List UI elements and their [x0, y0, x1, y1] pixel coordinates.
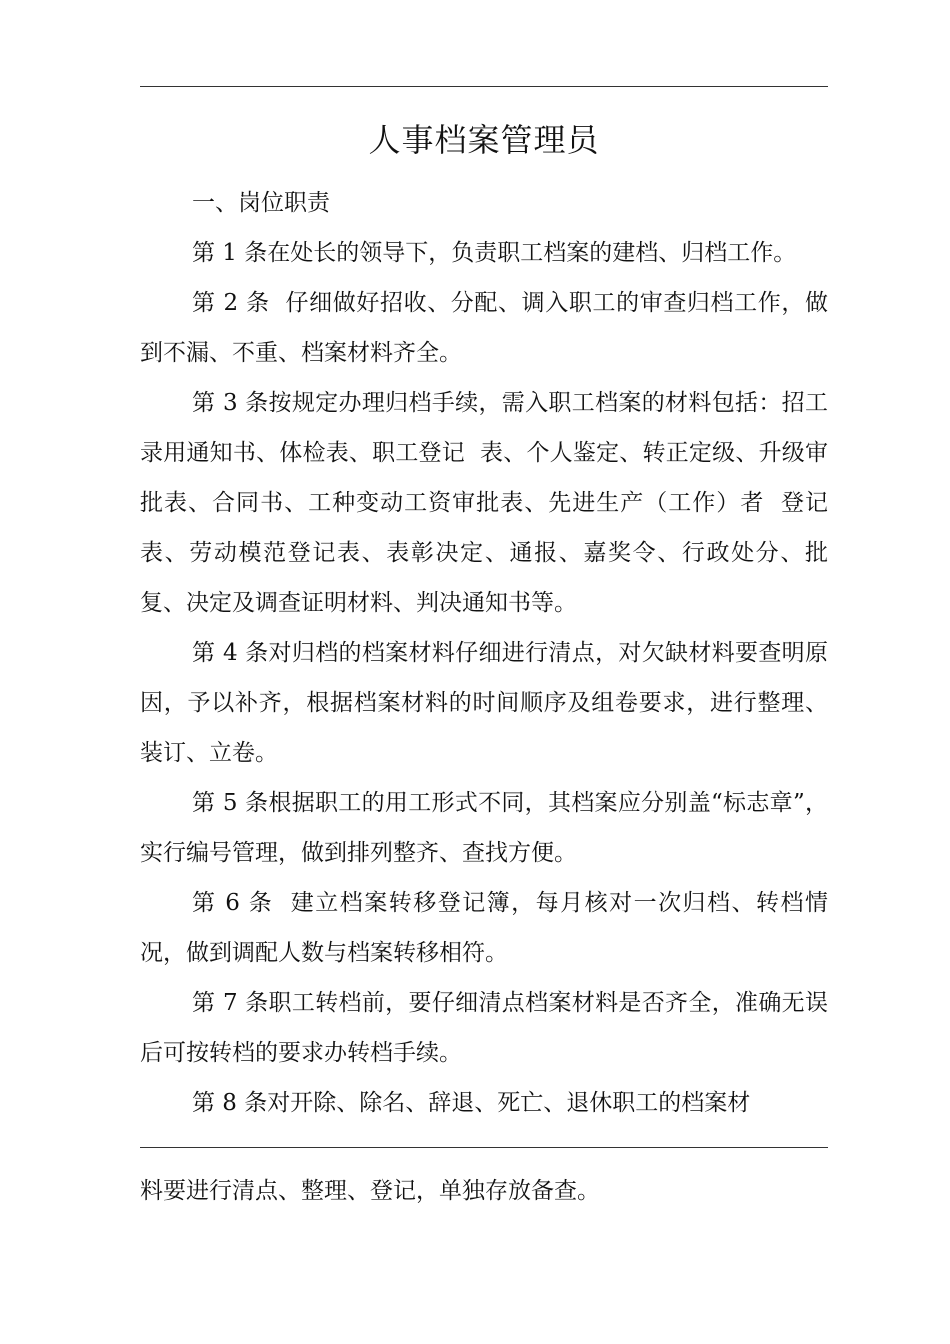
article-2: 第 2 条 仔细做好招收、分配、调入职工的审查归档工作，做到不漏、不重、档案材料齐全。 [140, 290, 828, 366]
section-heading: 一、岗位职责 [192, 190, 330, 216]
document-body [140, 178, 828, 1128]
article-4: 第 4 条对归档的档案材料仔细进行清点，对欠缺材料要查明原因，予以补齐，根据档案材料的时间顺序及组卷要求，进行整理、装订、立卷。 [140, 640, 828, 766]
article-7: 第 7 条职工转档前，要仔细清点档案材料是否齐全，准确无误后可按转档的要求办转档手续。 [140, 990, 828, 1066]
article-8-continuation: 料要进行清点、整理、登记，单独存放备查。 [140, 1178, 600, 1204]
page-break-rule [140, 1147, 828, 1148]
article-5: 第 5 条根据职工的用工形式不同，其档案应分别盖“标志章”，实行编号管理，做到排列整齐、查找方便。 [140, 790, 828, 866]
article-3: 第 3 条按规定办理归档手续，需入职工档案的材料包括：招工录用通知书、体检表、职工登记 表、个人鉴定、转正定级、升级审批表、合同书、工种变动工资审批表、先进生产（工作）者 登记表、劳动模范登记表、表彰决定、通报、嘉奖令、行政处分、批复、决定及调查证明材料、判决通知书等。 [140, 390, 828, 616]
header-rule [140, 86, 828, 87]
article-1: 第 1 条在处长的领导下，负责职工档案的建档、归档工作。 [192, 240, 797, 266]
page-title: 人事档案管理员 [368, 121, 600, 159]
article-8-start: 第 8 条对开除、除名、辞退、死亡、退休职工的档案材 [192, 1090, 751, 1116]
article-6: 第 6 条 建立档案转移登记簿，每月核对一次归档、转档情况，做到调配人数与档案转移相符。 [140, 890, 828, 966]
